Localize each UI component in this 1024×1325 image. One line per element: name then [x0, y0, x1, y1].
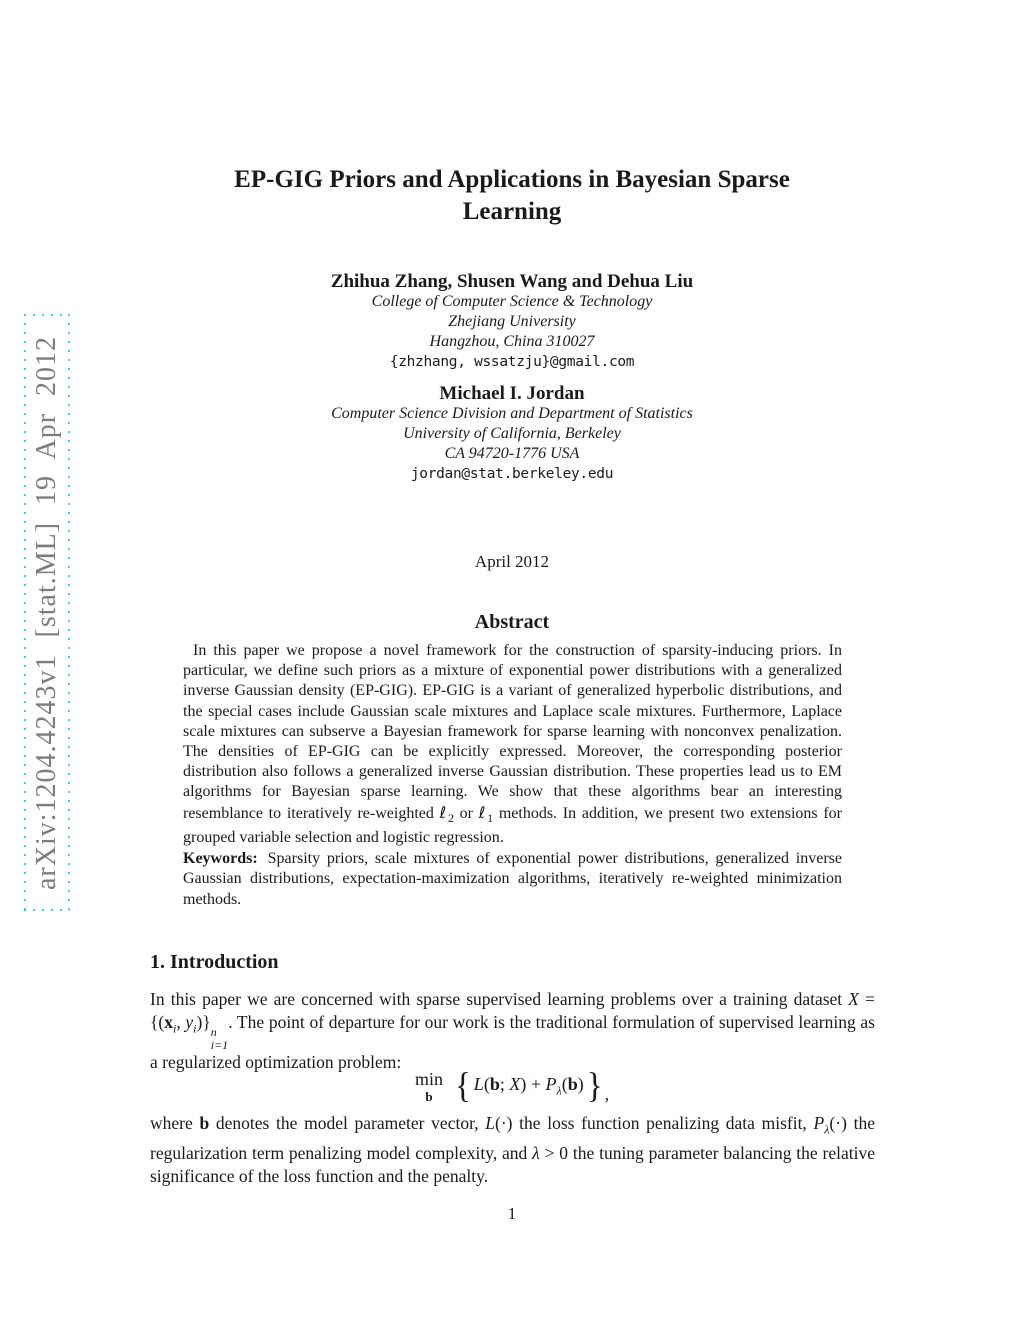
math-loss-L: L: [473, 1073, 484, 1094]
left-brace: {: [454, 1065, 471, 1106]
paper-title: [0, 164, 1024, 228]
text-segment: ,: [176, 1012, 186, 1032]
affiliation-line: College of Computer Science & Technology: [371, 293, 653, 310]
author-block-zhejiang: [0, 271, 1024, 372]
text-segment: denotes the model parameter vector,: [209, 1113, 486, 1133]
abstract-block: [183, 641, 842, 910]
text-segment: ): [577, 1073, 584, 1094]
intro-paragraph-2: [150, 1112, 875, 1188]
math-vector-b: b: [567, 1073, 578, 1094]
text-segment: = {(: [150, 989, 875, 1032]
paper-title-line1: EP-GIG Priors and Applications in Bayesian Sparse: [234, 166, 790, 193]
affiliation-line: Hangzhou, China 310027: [429, 333, 595, 350]
right-brace: }: [586, 1065, 603, 1106]
author-email: jordan@stat.berkeley.edu: [410, 466, 614, 482]
math-expression: [473, 1074, 585, 1099]
text-segment: ;: [499, 1073, 510, 1094]
section-heading-introduction: 1. Introduction: [150, 951, 279, 973]
text-segment: ,: [604, 1084, 610, 1104]
text-segment: > 0 the tuning parameter balancing the relative significance of the loss function and the penalty.: [150, 1142, 875, 1186]
text-segment: (: [561, 1073, 568, 1094]
math-n: n: [210, 1025, 217, 1039]
text-segment: (·) the loss function penalizing data misfit,: [495, 1113, 814, 1133]
math-min: min: [414, 1068, 443, 1089]
math-ell: ℓ: [439, 802, 448, 822]
affiliation-line: University of California, Berkeley: [403, 425, 621, 442]
math-i-eq-1: i=1: [210, 1037, 229, 1052]
dotted-border-bottom: [24, 909, 70, 911]
paper-date: April 2012: [474, 552, 550, 571]
math-sub: [211, 1039, 228, 1052]
math-lambda: λ: [532, 1142, 540, 1163]
math-loss-L: L: [485, 1113, 495, 1133]
paper-title-line2: Learning: [462, 198, 562, 225]
text-segment: . The point of departure for our work is the traditional formulation of supervised learning as a regularized optimization problem:: [150, 1012, 875, 1073]
affiliation-line: CA 94720-1776 USA: [444, 445, 580, 462]
page-number: 1: [507, 1204, 517, 1223]
abstract-heading: Abstract: [474, 611, 550, 633]
math-supsub: [211, 1026, 228, 1051]
math-vector-b: b: [199, 1113, 210, 1133]
math-var-y: y: [185, 1012, 194, 1032]
equation-regularized-optimization: [0, 1063, 1024, 1109]
author-block-berkeley: [0, 383, 1024, 484]
math-penalty-P: P: [545, 1073, 557, 1094]
math-index: i: [172, 1021, 177, 1036]
text-segment: or: [453, 804, 479, 822]
text-segment: methods. In addition, we present two extensions for grouped variable selection and logistic regression.: [183, 804, 843, 847]
text-segment: In this paper we propose a novel framework for the construction of sparsity-inducing priors. In particular, we define such priors as a mixture of exponential power distributions with a generalized inverse Gaussian density (EP-GIG). EP-GIG is a variant of generalized hyperbolic distributions, and the special cases include Gaussian scale mixtures and Laplace scale mixtures. Furthermore, Laplace scale mixtures can subserve a Bayesian framework for sparse learning with nonconvex penalization. The densities of EP-GIG can be explicitly expressed. Moreover, the corresponding posterior distribution also follows a generalized inverse Gaussian distribution. These properties lead us to EM algorithms for Bayesian sparse learning. We show that these algorithms bear an interesting resemblance to iteratively re-weighted: [183, 642, 842, 822]
author-names: Michael I. Jordan: [439, 383, 585, 404]
text-segment: Sparsity priors, scale mixtures of exponential power distributions, generalized inverse Gaussian distributions, expectation-maximization algorithms, iteratively re-weighted minimization methods.: [183, 850, 842, 908]
text-segment: In this paper we are concerned with sparse supervised learning problems over a training dataset: [150, 989, 849, 1009]
keywords-label: Keywords:: [183, 850, 258, 868]
math-vector-x: x: [164, 1012, 173, 1032]
math-min-sub-b: b: [425, 1088, 433, 1104]
author-names: Zhihua Zhang, Shusen Wang and Dehua Liu: [330, 271, 694, 292]
abstract-paragraph: [183, 641, 842, 848]
author-email: {zhzhang, wssatzju}@gmail.com: [389, 354, 635, 370]
math-min-operator: [415, 1070, 443, 1103]
math-vector-b: b: [489, 1073, 500, 1094]
text-segment: ) +: [520, 1073, 546, 1094]
affiliation-line: Zhejiang University: [448, 313, 576, 330]
math-lambda: λ: [556, 1083, 562, 1098]
math-sub: 1: [487, 810, 494, 825]
math-sub: 2: [447, 810, 454, 825]
text-segment: (: [483, 1073, 490, 1094]
text-segment: )}: [196, 1012, 211, 1032]
math-ell: ℓ: [478, 802, 488, 822]
text-segment: (·) the regularization term penalizing model complexity, and: [150, 1113, 875, 1163]
keywords-paragraph: [183, 849, 842, 910]
math-dataset-symbol: X: [509, 1073, 521, 1094]
math-lambda: λ: [824, 1122, 830, 1137]
math-dataset-symbol: X: [848, 989, 859, 1009]
affiliation-line: Computer Science Division and Department of Statistics: [331, 405, 693, 422]
text-segment: where: [150, 1113, 200, 1133]
arxiv-stamp-link[interactable]: arXiv:1204.4243v1 [stat.ML] 19 Apr 2012: [31, 335, 62, 890]
math-penalty-P: P: [813, 1113, 825, 1133]
math-index: i: [193, 1021, 197, 1036]
intro-paragraph-1: [150, 988, 875, 1074]
